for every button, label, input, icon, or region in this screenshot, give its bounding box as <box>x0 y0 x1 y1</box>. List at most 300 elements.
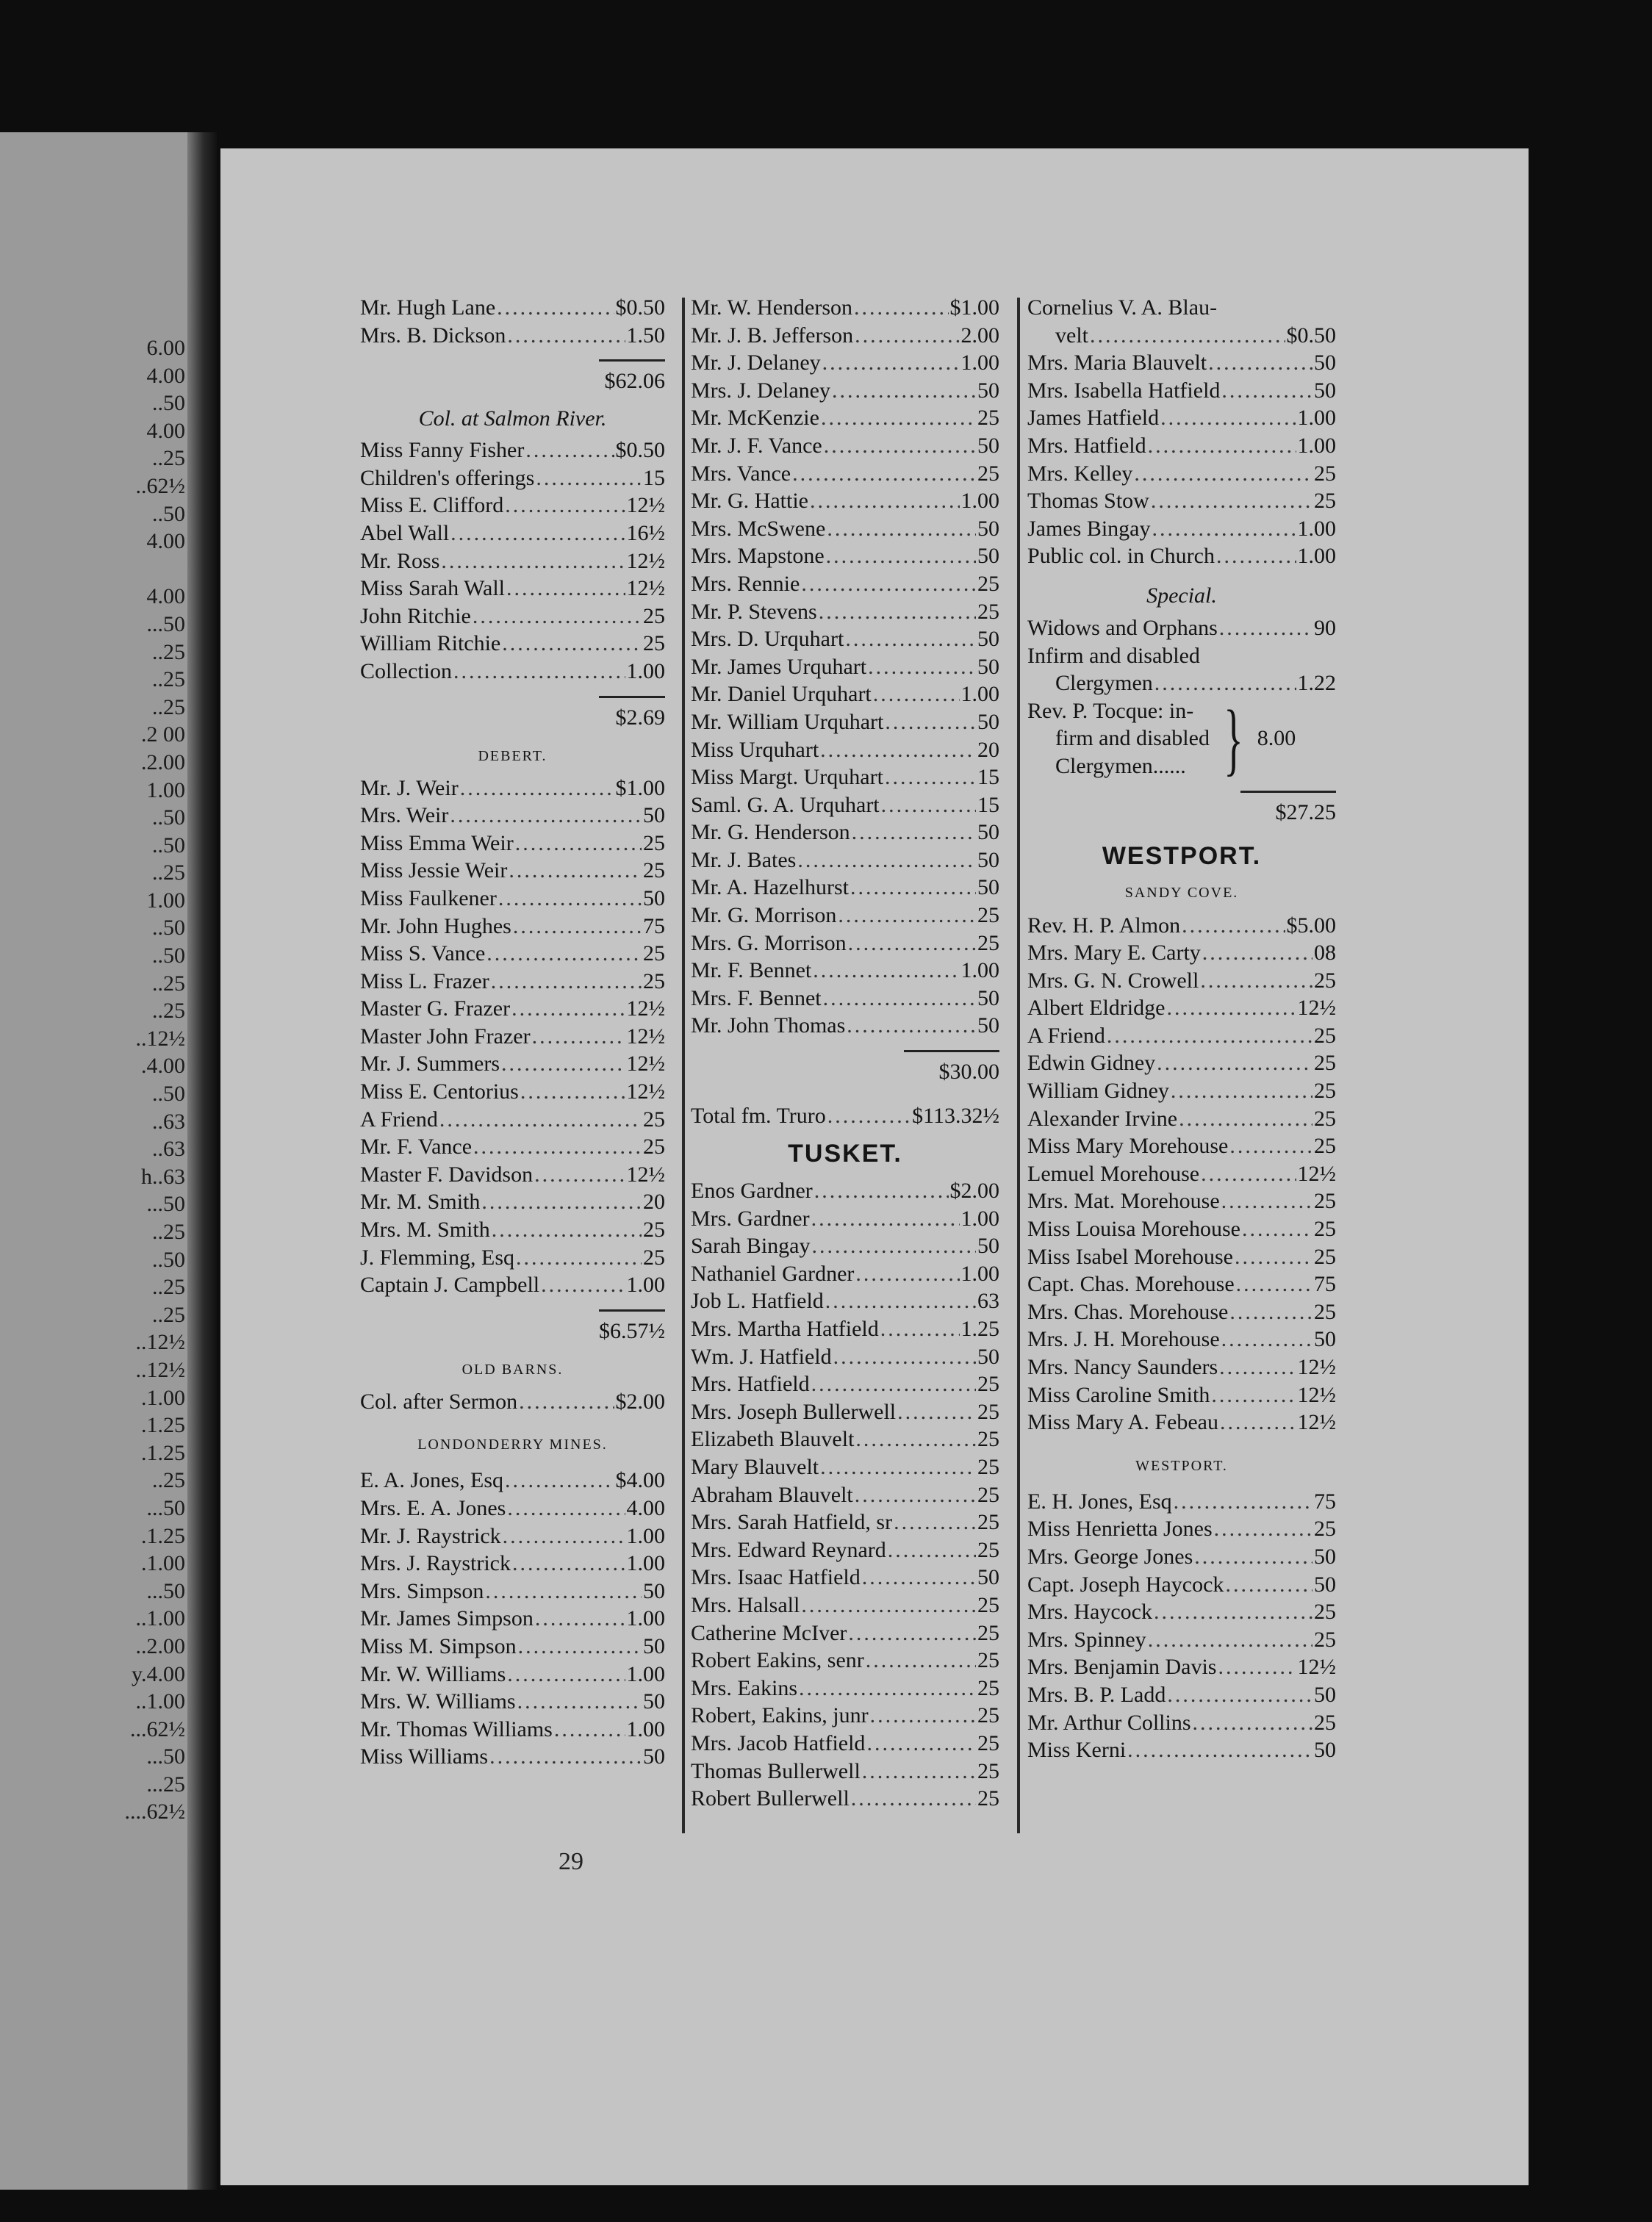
entry-amount: 15 <box>977 765 999 790</box>
entry-line <box>1027 1681 1336 1709</box>
entry-amount: 25 <box>977 1786 999 1811</box>
entry-amount: 25 <box>1314 1051 1336 1076</box>
entry-name: Miss Margt. Urquhart <box>691 765 883 790</box>
entry-amount: $1.00 <box>949 295 999 320</box>
entry-amount: 2.00 <box>960 323 999 348</box>
leader-dots <box>862 1758 976 1786</box>
leader-dots <box>1166 994 1296 1022</box>
leader-dots <box>1216 542 1296 570</box>
leader-dots <box>1235 1243 1312 1271</box>
entry-amount: 25 <box>643 830 665 855</box>
entry-amount: 25 <box>643 1245 665 1270</box>
left-page-fragment: ..12½ <box>135 1026 185 1051</box>
leader-dots <box>1219 614 1312 642</box>
entry-line <box>360 1161 665 1189</box>
entry-name: Master John Frazer <box>360 1024 531 1049</box>
entry-name: Mrs. Haycock <box>1027 1600 1152 1625</box>
entry-line <box>1027 642 1336 670</box>
entry-name: A Friend <box>1027 1023 1105 1048</box>
entry-line <box>1027 515 1336 543</box>
entry-line <box>360 575 665 603</box>
leader-dots <box>450 802 642 830</box>
leader-dots <box>827 515 976 543</box>
entry-name: Job L. Hatfield <box>691 1289 824 1314</box>
entry-name: Mrs. D. Urquhart <box>691 627 844 652</box>
left-page-fragment: ...50 <box>146 1744 185 1769</box>
leader-dots <box>450 519 625 547</box>
leader-dots <box>439 1106 642 1134</box>
entry-amount: 50 <box>1314 1738 1336 1763</box>
left-page-fragment: ..25 <box>152 860 185 885</box>
list-debert <box>360 774 665 1299</box>
section-heading: TUSKET. <box>788 1140 902 1168</box>
left-page-fragment: ..25 <box>152 999 185 1024</box>
entry-amount: 25 <box>977 903 999 928</box>
entry-amount: 25 <box>1314 1299 1336 1324</box>
entry-amount: 50 <box>977 709 999 734</box>
left-page-fragment: ..50 <box>152 1082 185 1107</box>
entry-name: Mrs. Joseph Bullerwell <box>691 1399 897 1424</box>
entry-amount: 50 <box>643 1633 665 1658</box>
left-page-fragment: ...50 <box>146 1495 185 1520</box>
entry-amount: 25 <box>977 1730 999 1755</box>
entry-amount: 50 <box>1314 1572 1336 1597</box>
entry-line <box>1027 1243 1336 1271</box>
entry-line <box>1027 1488 1336 1516</box>
entry-line <box>691 1232 999 1260</box>
entry-amount: 1.00 <box>960 1206 999 1231</box>
entry-amount: 25 <box>643 1107 665 1132</box>
entry-amount: 25 <box>977 1675 999 1700</box>
leader-dots <box>810 487 960 515</box>
entry-amount: 25 <box>1314 1627 1336 1652</box>
entry-name: Mr. William Urquhart <box>691 709 884 734</box>
entry-name: Mrs. F. Bennet <box>691 985 822 1010</box>
leader-dots <box>868 653 976 681</box>
left-page-fragment: .1.25 <box>141 1523 185 1548</box>
leader-dots <box>441 547 625 575</box>
entry-name: Collection <box>360 658 452 683</box>
entry-name: James Hatfield <box>1027 406 1160 431</box>
left-page-amount-column <box>0 334 185 1826</box>
leader-dots <box>1171 1077 1312 1105</box>
entry-name: Abel Wall <box>360 520 450 545</box>
leader-dots <box>509 857 642 885</box>
entry-name: Rev. H. P. Almon <box>1027 913 1181 938</box>
left-page-fragment: ...50 <box>146 1578 185 1603</box>
entry-line <box>360 1550 665 1578</box>
leader-dots <box>492 1216 642 1244</box>
entry-line <box>360 294 665 322</box>
entry-name: Catherine McIver <box>691 1620 847 1645</box>
left-page-fragment: y.4.00 <box>131 1661 185 1686</box>
leader-dots <box>1193 1709 1312 1737</box>
entry-name: Mrs. Martha Hatfield <box>691 1317 879 1341</box>
leader-dots <box>460 774 614 802</box>
leader-dots <box>1201 1160 1296 1188</box>
entry-name: William Ritchie <box>360 631 501 656</box>
entry-line <box>360 1605 665 1633</box>
entry-amount: 25 <box>977 599 999 624</box>
entry-name: Miss Jessie Weir <box>360 858 508 883</box>
entry-amount: 08 <box>1314 941 1336 966</box>
entry-amount: $0.50 <box>615 295 665 320</box>
entry-name: Capt. Chas. Morehouse <box>1027 1272 1235 1297</box>
entry-line <box>360 1743 665 1771</box>
leader-dots <box>847 1012 976 1040</box>
entry-name: Mrs. Mary E. Carty <box>1027 941 1201 966</box>
entry-name: Mrs. Hatfield <box>1027 433 1146 458</box>
entry-line <box>1027 1022 1336 1050</box>
entry-line <box>1027 1298 1336 1326</box>
entry-name: Thomas Stow <box>1027 489 1149 514</box>
entry-line <box>1027 487 1336 515</box>
entry-name: Mrs. J. H. Morehouse <box>1027 1327 1220 1352</box>
entry-amount: 25 <box>643 1218 665 1243</box>
leader-dots <box>532 1023 625 1051</box>
entry-line <box>1027 294 1336 322</box>
entry-name: Miss Faulkener <box>360 885 497 910</box>
entry-amount: 1.00 <box>1297 433 1336 458</box>
entry-name: Robert, Eakins, junr <box>691 1703 869 1728</box>
entry-amount: 15 <box>977 792 999 817</box>
entry-line <box>1027 1515 1336 1543</box>
entry-line <box>1027 1598 1336 1626</box>
entry-name: Mrs. Isabella Hatfield <box>1027 378 1221 403</box>
left-page-fragment: ..25 <box>152 1220 185 1244</box>
entry-line <box>360 885 665 913</box>
entry-amount: 25 <box>643 631 665 656</box>
entry-amount: 75 <box>643 913 665 938</box>
entry-amount: 50 <box>1314 1327 1336 1352</box>
entry-amount: 12½ <box>626 1079 665 1104</box>
leader-dots <box>820 1453 976 1481</box>
entry-name: J. Flemming, Esq <box>360 1245 515 1270</box>
entry-name: Mrs. M. Smith <box>360 1218 490 1243</box>
entry-name: Abraham Blauvelt <box>691 1482 853 1507</box>
leader-dots <box>497 294 614 322</box>
leader-dots <box>888 1536 976 1564</box>
entry-line <box>691 653 999 681</box>
list-tusket-continued <box>1027 349 1336 570</box>
entry-name: Miss Henrietta Jones <box>1027 1517 1213 1542</box>
leader-dots <box>827 1102 911 1130</box>
leader-dots <box>520 1078 625 1106</box>
section-heading: Col. at Salmon River. <box>418 406 607 431</box>
leader-dots <box>505 1467 614 1495</box>
leader-dots <box>885 763 976 791</box>
entry-name: Mr. John Hughes <box>360 913 511 938</box>
leader-dots <box>1182 912 1285 940</box>
entry-amount: 1.00 <box>626 1661 665 1686</box>
left-page-fragment: 6.00 <box>146 336 185 360</box>
entry-name: Mr. F. Vance <box>360 1135 473 1159</box>
entry-line <box>360 968 665 996</box>
leader-dots <box>792 460 976 488</box>
entry-line <box>691 1564 999 1592</box>
leader-dots <box>848 930 976 957</box>
entry-amount: 50 <box>1314 1682 1336 1707</box>
leader-dots <box>1221 1187 1312 1215</box>
entry-line <box>691 1785 999 1813</box>
leader-dots <box>501 1050 625 1078</box>
page-gutter <box>187 132 217 2190</box>
entry-name: Mr. G. Hattie <box>691 489 808 514</box>
entry-amount: 20 <box>643 1190 665 1215</box>
entry-name: Edwin Gidney <box>1027 1051 1156 1076</box>
entry-name: Robert Eakins, senr <box>691 1648 864 1673</box>
left-page-fragment: ...25 <box>146 1772 185 1797</box>
entry-line <box>691 570 999 598</box>
leader-dots <box>511 995 625 1023</box>
left-page-fragment: .1.25 <box>141 1440 185 1465</box>
entry-amount: 25 <box>977 1758 999 1783</box>
entry-line <box>691 1425 999 1453</box>
leader-dots <box>1194 1543 1312 1571</box>
entry-name: Col. after Sermon <box>360 1389 518 1414</box>
leader-dots <box>832 377 976 405</box>
leader-dots <box>506 575 625 603</box>
entry-line <box>1027 349 1336 377</box>
entry-name: Mrs. Halsall <box>691 1592 800 1617</box>
left-page-fragment: .1.00 <box>141 1385 185 1410</box>
entry-line <box>691 625 999 653</box>
section-heading: OLD BARNS. <box>462 1361 564 1378</box>
entry-line <box>360 1633 665 1661</box>
entry-name: Mr. J. Delaney <box>691 350 821 375</box>
entry-amount: 1.00 <box>1297 406 1336 431</box>
entry-line <box>691 708 999 736</box>
leader-dots <box>851 1785 976 1813</box>
entry-name: Mr. James Urquhart <box>691 654 867 679</box>
entry-amount: $0.50 <box>1286 323 1336 348</box>
entry-name: Mrs. B. P. Ladd <box>1027 1682 1166 1707</box>
entry-name: Mr. W. Williams <box>360 1661 506 1686</box>
entry-line <box>691 1398 999 1426</box>
leader-dots <box>1167 1681 1312 1709</box>
entry-line <box>691 1675 999 1703</box>
leader-dots <box>516 1244 642 1272</box>
entry-amount: 20 <box>977 737 999 762</box>
leader-dots <box>1229 1132 1312 1160</box>
entry-name: Mr. Thomas Williams <box>360 1716 553 1741</box>
entry-amount: 25 <box>643 603 665 628</box>
left-page-fragment: ..25 <box>152 971 185 996</box>
left-page-fragment: 1.00 <box>146 777 185 802</box>
entry-name: Mr. J. F. Vance <box>691 433 822 458</box>
leader-dots <box>833 1343 976 1371</box>
leader-dots <box>824 432 976 460</box>
entry-name: Mrs. McSwene <box>691 516 826 541</box>
entry-line <box>691 1758 999 1786</box>
entry-name: Miss Kerni <box>1027 1738 1127 1763</box>
entry-amount: $4.00 <box>615 1468 665 1493</box>
entry-amount: 25 <box>977 1703 999 1728</box>
entry-line <box>360 857 665 885</box>
entry-amount: 25 <box>977 1454 999 1479</box>
left-page-fragment: ..50 <box>152 501 185 526</box>
entry-name: Alexander Irvine <box>1027 1106 1178 1131</box>
leader-dots <box>1202 939 1312 967</box>
leader-dots <box>507 1661 625 1689</box>
entry-name: Elizabeth Blauvelt <box>691 1427 855 1452</box>
entry-line <box>691 377 999 405</box>
leader-dots <box>1242 1215 1312 1243</box>
entry-amount: 12½ <box>1297 1355 1336 1379</box>
entry-name: Mrs. Mat. Morehouse <box>1027 1189 1220 1214</box>
left-page-fragment: ..2.00 <box>135 1633 185 1658</box>
entry-line <box>1027 460 1336 488</box>
leader-dots <box>801 570 976 598</box>
left-page-fragment: .1.25 <box>141 1413 185 1438</box>
left-page-fragment: .2.00 <box>141 749 185 774</box>
entry-name: Miss Fanny Fisher <box>360 438 525 463</box>
left-page-fragment: .1.00 <box>141 1551 185 1576</box>
entry-amount: 1.50 <box>626 323 665 348</box>
leader-dots <box>820 736 976 764</box>
entry-line <box>360 995 665 1023</box>
entry-name: Infirm and disabled <box>1027 643 1200 668</box>
entry-line <box>691 404 999 432</box>
left-page-fragment: ..1.00 <box>135 1689 185 1714</box>
entry-line <box>691 1260 999 1288</box>
entry-line <box>360 603 665 630</box>
leader-dots <box>814 1177 949 1205</box>
entry-amount: 1.00 <box>626 658 665 683</box>
entry-name: Mrs. Jacob Hatfield <box>691 1730 866 1755</box>
column-rule <box>682 298 685 1833</box>
leader-dots <box>515 830 642 857</box>
entry-line <box>360 492 665 519</box>
leader-dots <box>1107 1022 1312 1050</box>
entry-line <box>1027 1709 1336 1737</box>
entry-amount: 1.00 <box>960 350 999 375</box>
entry-name: Mr. J. Summers <box>360 1051 500 1076</box>
entry-line <box>360 802 665 830</box>
entry-line <box>360 1216 665 1244</box>
entry-name: Miss Louisa Morehouse <box>1027 1217 1240 1242</box>
entry-line <box>1027 1187 1336 1215</box>
leader-dots <box>838 902 976 930</box>
entry-amount: 50 <box>977 1565 999 1590</box>
entry-amount: 12½ <box>626 996 665 1021</box>
entry-amount: 25 <box>977 1372 999 1397</box>
entry-amount: 1.00 <box>626 1551 665 1576</box>
entry-line <box>691 598 999 626</box>
entry-line <box>1027 1381 1336 1409</box>
entry-amount: 25 <box>977 1427 999 1452</box>
leader-dots <box>536 464 642 492</box>
entry-name: Mrs. Hatfield <box>691 1372 810 1397</box>
entry-amount: 25 <box>1314 1244 1336 1269</box>
entry-name: Saml. G. A. Urquhart <box>691 792 880 817</box>
leader-dots <box>826 542 976 570</box>
entry-name: Albert Eldridge <box>1027 996 1166 1021</box>
leader-dots <box>1214 1515 1312 1543</box>
leader-dots <box>513 913 642 941</box>
entry-line <box>691 930 999 957</box>
leader-dots <box>1220 1409 1296 1437</box>
entry-line <box>691 763 999 791</box>
entry-line <box>1027 377 1336 405</box>
list-salmon-river <box>360 436 665 685</box>
entry-amount: 25 <box>1314 968 1336 993</box>
leader-dots <box>880 1315 960 1343</box>
entry-amount: 25 <box>1314 1023 1336 1048</box>
subtotal: $27.25 <box>1275 799 1336 824</box>
entry-line <box>360 547 665 575</box>
leader-dots <box>850 874 976 902</box>
entry-name: Mr. Ross <box>360 548 440 573</box>
entry-name: Mrs. Isaac Hatfield <box>691 1565 861 1590</box>
entry-line <box>360 913 665 941</box>
left-page-fragment: ...50 <box>146 611 185 636</box>
entry-line <box>691 542 999 570</box>
entry-line <box>691 1177 999 1205</box>
entry-line <box>360 436 665 464</box>
left-page-fragment: h..63 <box>141 1164 185 1189</box>
entry-name: Mr. A. Hazelhurst <box>691 875 849 900</box>
entry-line <box>360 1078 665 1106</box>
entry-amount: 1.25 <box>960 1317 999 1341</box>
left-page-fragment: ...62½ <box>130 1716 185 1741</box>
entry-line <box>1027 1326 1336 1353</box>
left-page-fragment: ...50 <box>146 1192 185 1217</box>
leader-dots <box>507 322 625 350</box>
column-2 <box>691 294 999 1813</box>
entry-line <box>691 985 999 1013</box>
entry-name: Mrs. Gardner <box>691 1206 810 1231</box>
list-truro <box>691 294 999 1040</box>
entry-name: Captain J. Campbell <box>360 1273 540 1298</box>
entry-line <box>360 1188 665 1216</box>
entry-line <box>691 846 999 874</box>
truro-total-line <box>691 1092 999 1130</box>
entry-name: Mrs. Benjamin Davis <box>1027 1655 1217 1680</box>
leader-dots <box>518 1633 642 1661</box>
entry-amount: 25 <box>977 571 999 596</box>
entry-line <box>1027 1270 1336 1298</box>
entry-line <box>691 957 999 985</box>
entry-name: Clergymen...... <box>1055 753 1186 778</box>
entry-amount: 12½ <box>626 576 665 601</box>
entry-name: Mrs. Sarah Hatfield, sr <box>691 1510 893 1535</box>
entry-amount: 1.22 <box>1297 671 1336 696</box>
leader-dots <box>870 1702 976 1730</box>
entry-amount: 4.00 <box>626 1496 665 1520</box>
entry-line <box>1027 939 1336 967</box>
entry-name: James Bingay <box>1027 516 1151 541</box>
entry-name: Mr. Arthur Collins <box>1027 1710 1191 1735</box>
entry-name: Widows and Orphans <box>1027 615 1218 640</box>
entry-line <box>360 1271 665 1299</box>
section-heading: Special. <box>1146 583 1217 608</box>
entry-line <box>1027 1160 1336 1188</box>
leader-dots <box>873 680 960 708</box>
section-heading: LONDONDERRY MINES. <box>417 1437 608 1453</box>
leader-dots <box>1236 1270 1312 1298</box>
entry-line <box>1027 1049 1336 1077</box>
entry-name: Mrs. J. Delaney <box>691 378 830 403</box>
entry-amount: 50 <box>977 627 999 652</box>
entry-amount: 1.00 <box>960 958 999 983</box>
leader-dots <box>1157 1049 1312 1077</box>
leader-dots <box>502 630 642 658</box>
entry-name: Mr. John Thomas <box>691 1013 846 1038</box>
entry-amount: 12½ <box>1297 996 1336 1021</box>
entry-line <box>691 1702 999 1730</box>
leader-dots <box>1134 460 1312 488</box>
